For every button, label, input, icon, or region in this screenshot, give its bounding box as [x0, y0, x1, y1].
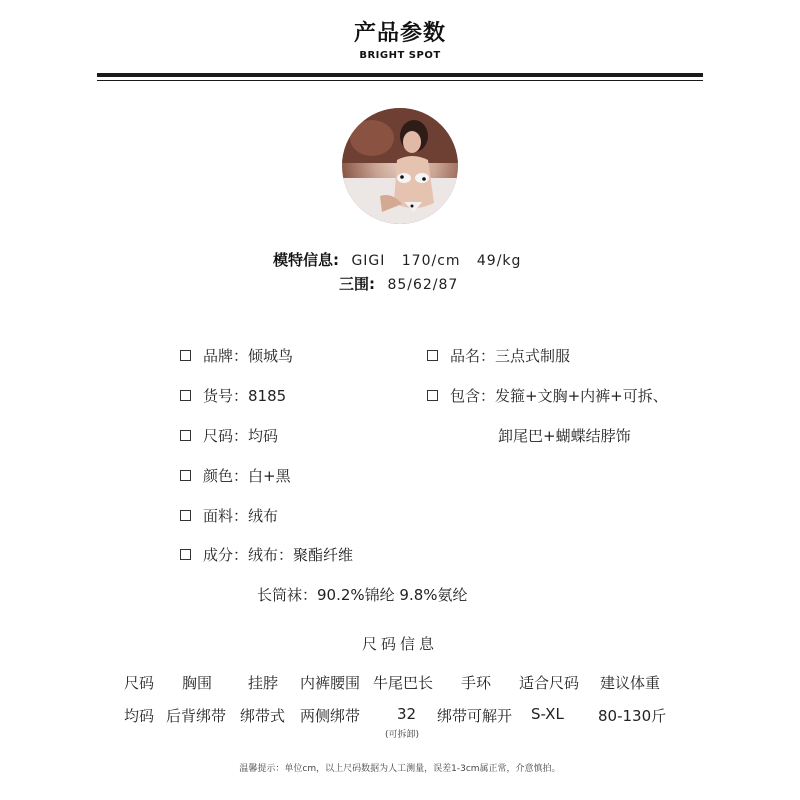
page-title: 产品参数 — [353, 21, 446, 46]
size-header-cell: 牛尾巴长 — [373, 674, 434, 692]
spec-product-name: 品名：三点式制服 — [427, 345, 570, 366]
header-divider-thick — [97, 73, 703, 77]
model-photo — [342, 108, 458, 224]
spec-composition: 成分：绒布：聚酯纤维 — [180, 544, 353, 565]
model-measurements — [339, 273, 458, 294]
spec-stockings: 长筒袜：90.2%锦纶 9.8%氨纶 — [257, 586, 468, 604]
size-header-cell: 内裤腰围 — [300, 674, 361, 692]
footer-note: 温馨提示：单位cm，以上尺码数据为人工测量，误差1-3cm属正常，介意慎拍。 — [239, 764, 561, 774]
size-value-cell: S-XL — [531, 705, 564, 723]
size-header-cell: 挂脖 — [248, 674, 279, 692]
size-value-cell: 均码 — [124, 707, 155, 725]
spec-color: 颜色：白+黑 — [180, 465, 291, 486]
size-header-cell: 手环 — [461, 674, 492, 692]
measurements-label: 三围: — [339, 275, 375, 293]
checkbox-icon — [180, 470, 191, 481]
size-value-cell: 32 — [397, 705, 417, 723]
size-value-cell: 绑带可解开 — [437, 707, 513, 725]
detachable-note: (可拆卸) — [385, 730, 420, 740]
checkbox-icon — [427, 350, 438, 361]
page-subtitle: BRIGHT SPOT — [359, 50, 441, 61]
size-info-heading: 尺码信息 — [361, 635, 438, 653]
size-value-cell: 两侧绑带 — [300, 707, 361, 725]
size-header-cell: 尺码 — [124, 674, 155, 692]
model-info-value: GIGI 170/cm 49/kg — [351, 253, 522, 269]
spec-includes: 包含：发箍+文胸+内裤+可拆、 — [427, 385, 668, 406]
model-info — [273, 249, 521, 270]
checkbox-icon — [180, 390, 191, 401]
checkbox-icon — [180, 510, 191, 521]
spec-size: 尺码：均码 — [180, 425, 278, 446]
size-value-cell: 后背绑带 — [166, 707, 227, 725]
measurements-value: 85/62/87 — [387, 277, 459, 293]
checkbox-icon — [180, 350, 191, 361]
spec-includes-continued: 卸尾巴+蝴蝶结脖饰 — [498, 427, 631, 445]
size-header-cell: 适合尺码 — [519, 674, 580, 692]
header-divider-thin — [97, 80, 703, 81]
size-header-cell: 胸围 — [182, 674, 213, 692]
spec-fabric: 面料：绒布 — [180, 505, 278, 526]
checkbox-icon — [180, 549, 191, 560]
checkbox-icon — [180, 430, 191, 441]
size-value-cell: 80-130斤 — [598, 707, 667, 725]
checkbox-icon — [427, 390, 438, 401]
size-value-cell: 绑带式 — [240, 707, 286, 725]
model-info-label: 模特信息: — [273, 251, 339, 269]
spec-item-number: 货号：8185 — [180, 385, 286, 406]
spec-brand: 品牌：倾城鸟 — [180, 345, 293, 366]
size-header-cell: 建议体重 — [600, 674, 661, 692]
